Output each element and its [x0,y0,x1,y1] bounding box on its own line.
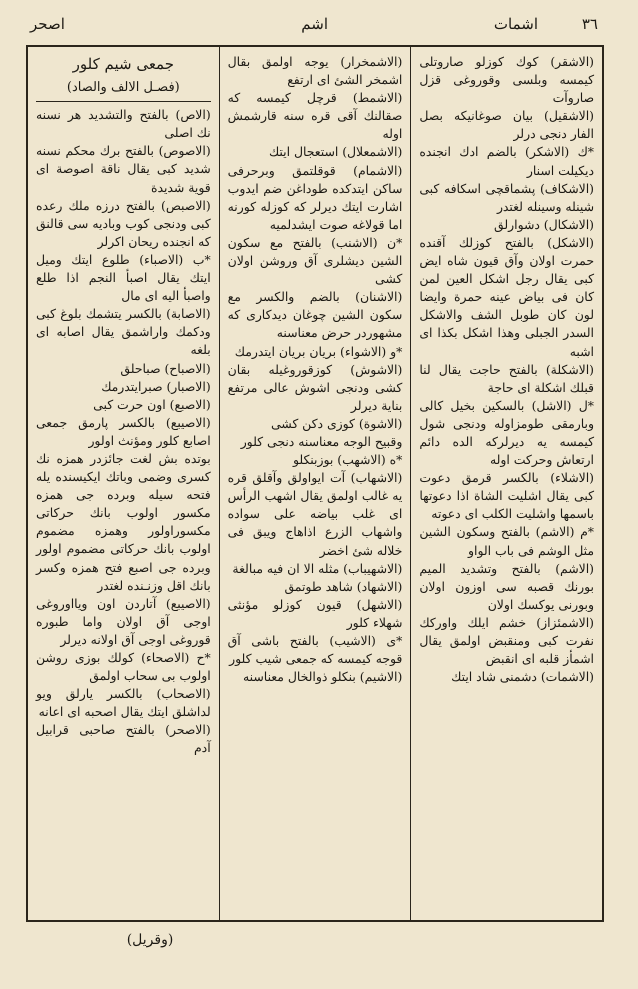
dictionary-entry: (الاشوة) كوزى دكن كشى [270,415,403,431]
page-header [30,14,598,40]
dictionary-entry: *ه (الاشهب) بوزبنكلو [292,452,403,468]
dictionary-entry: (الاشكل) بالفتح كوزلك آقنده حمرت اولان وآق قيون شاه ايض كبى يقال رجل اشكل العين لمن كان فى بياض عينه حمرة وايضا لون كان طوبل الشف والاشكل السدر الجبلى وهذا اشكل بكذا اى اشبه [419,234,594,359]
dictionary-entry: (الاشوش) كوزقوروغيله بقان كشى ودنجى اشوش عالى مرتفع بناية ديرلر [227,361,403,413]
dictionary-entry: (الاصوص) بالفتح برك محكم نسنه شديد كبى يقال ناقة اصوصة اى قوية شديدة [35,143,211,195]
dictionary-entry: (الاصبع) اون حرت كبى [93,396,211,412]
dictionary-entry: (الاصبص) بالفتح درزه ملك رعده كبى ودنجى كوب وباديه سى قالنق كه انجنده ريحان اكرلر [35,197,211,249]
dictionary-entry: (الاشكاف) پشماقچى اسكافه كبى شينله وسينله لغتدر [419,180,594,214]
column-right [411,47,602,920]
header-center-word: اشم [301,15,328,33]
dictionary-entry: وقبيح الوجه معناسنه دنجى كلور [240,433,403,449]
dictionary-entry: (الاشمئزاز) خشم ايلك واوركك نفرت كبى ومنقبض اولمق يقال اشمأز قلبه اى انقبض [419,614,594,667]
dictionary-entry: (الاشمط) قرچل كيمسه كه صقالنك آقى قره سنه قارشمش اوله [227,90,403,142]
dictionary-entry: (الاشلاء) بالكسر قرمق دعوت كبى يقال اشليت الشاة اذا دعوتها باسمها واشليت الكلب اى دعوته [419,470,594,522]
dictionary-entry: (الاشهل) قيون كوزلو مؤنثى شهلاء كلور [227,596,403,630]
page-number: ٣٦ [581,15,598,33]
dictionary-entry: (الاشمعلال) استعجال ايتك [268,144,403,160]
column-middle [220,47,412,920]
dictionary-entry: *ن (الاشنب) بالفتح مع سكون الشين ديشلرى آق وروشن اولان كشى [227,234,403,287]
dictionary-entry: (الاصباح) صباحلق [120,360,211,376]
column-left [28,47,220,920]
dictionary-entry: (الاصبار) صبرايتدرمك [101,378,211,394]
dictionary-entry: (الاصيبع) آتاردن اون ويااوروغى اوجى آق اولان واما طبوره قوروغى اوجى آق اولانه ديرلر [35,595,211,647]
dictionary-entry: (الاشقيل) بيان صوغانيكه بصل الفار دنجى درلر [419,108,594,142]
dictionary-entry: *و (الاشواء) بريان بريان ايتدرمك [234,343,403,359]
dictionary-entry: (الاشكلة) بالفتح حاجت يقال لنا قبلك اشكلة اى حاجة [419,361,594,395]
dictionary-entry: (الاصحر) بالفتح صاحبى قرابيل آدم [35,722,211,756]
dictionary-entry: *ح (الاصحاء) كولك بوزى روشن اولوب بى سحاب اولمق [35,650,211,684]
dictionary-entry: (الاشهاب) آت ايواولق وآقلق قره يه غالب اولمق يقال اشهب الرأس اى غلب بياضه على سواده واشهاب الزرع اذاهاج ويبق فى خلاله شئ اخضر [227,470,403,558]
dictionary-entry: (الاصيبع) بالكسر پارمق جمعى اصابع كلور ومؤنث اولور [35,414,211,448]
dictionary-entry: (الاشيم) بنكلو ذوالخال معناسنه [243,669,403,685]
header-right-word: اشمات [493,15,538,33]
dictionary-entry: *ك (الاشكر) بالضم ادك انجنده ديكيلت اسنار [419,144,594,178]
dictionary-entry: (الاشكال) دشوارلق [494,216,594,232]
catchword: (وقريل) [126,932,174,948]
dictionary-entry: (الاشهاد) شاهد طوتمق [284,578,403,594]
dictionary-entry: بوتده بش لغت جائزدر همزه نك كسرى وضمى وباتك ايكيسنده يله فتحه سيله وبرده جى همزه مكسور اولوب بانك حركاتى مكسوراولور وهمزه مضموم اولوب بانك حركاتى مضموم اولور وبرده جى اصبع فتح همزه وكسر بانك اقل وزنـنده لغتدر [35,450,211,593]
dictionary-entry: *م (الاشم) بالفتح وسكون الشين مثل الوشم فى باب الواو [419,524,594,558]
dictionary-entry: (الاشمات) دشمنى شاد ايتك [451,669,594,685]
dictionary-entry: *ل (الاشل) بالسكين بخيل كالى وبارمقى طومزاوله ودنجى شول كيمسه يه ديرلركه الده دائم ارتعاش وحركت اوله [419,397,594,468]
column-title: جمعى شيم كلور [72,55,175,73]
dictionary-entry: (الاشم) بالفتح وتشديد الميم بورنك قصبه سى اوزون اولان وبورنى يوكسك اولان [419,560,594,612]
section-title: (فصـل الالف والصاد) [36,79,211,102]
dictionary-entry: *ى (الاشيب) بالفتح باشى آق قوجه كيمسه كه جمعى شيب كلور [227,633,403,667]
dictionary-entry: (الاصحاب) بالكسر يارلق ويو لداشلق ايتك يقال اصحبه اى اعانه [35,686,211,720]
dictionary-entry: (الاشمام) قوقلتمق وبرحرفى ساكن ايتدكده طوداغن ضم ايدوب اشارت ايتك ديرلر كه كوزله كورنه اما قولاغه صوت ايشدلميه [227,162,403,232]
dictionary-entry: (الاصابة) بالكسر يتشمك بلوغ كبى ودكمك واراشمق يقال اصابه اى بلغه [35,306,211,358]
dictionary-entry: (الاص) بالفتح والتشديد هر نسنه نك اصلى [35,107,211,141]
text-frame [26,45,604,922]
dictionary-entry: (الاشنان) بالضم والكسر مع سكون الشين چوغان ديدكارى كه مشهوردر حرض معناسنه [227,289,403,341]
dictionary-entry: (الاشقر) كوك كوزلو صاروتلى كيمسه وبلسى وقوروغى قزل صاروآت [419,54,594,106]
dictionary-entry: (الاشهيباب) مثله الا ان فيه مبالغة [232,560,403,576]
dictionary-entry: (الاشمخرار) يوجه اولمق بقال اشمخر الشئ اى ارتفع [227,54,403,88]
header-left-word: اصحر [30,15,65,33]
dictionary-entry: *ب (الاصباء) طلوع ايتك وميل ايتك يقال اصبأ النجم اذا طلع واصبأ اليه اى مال [35,251,211,304]
